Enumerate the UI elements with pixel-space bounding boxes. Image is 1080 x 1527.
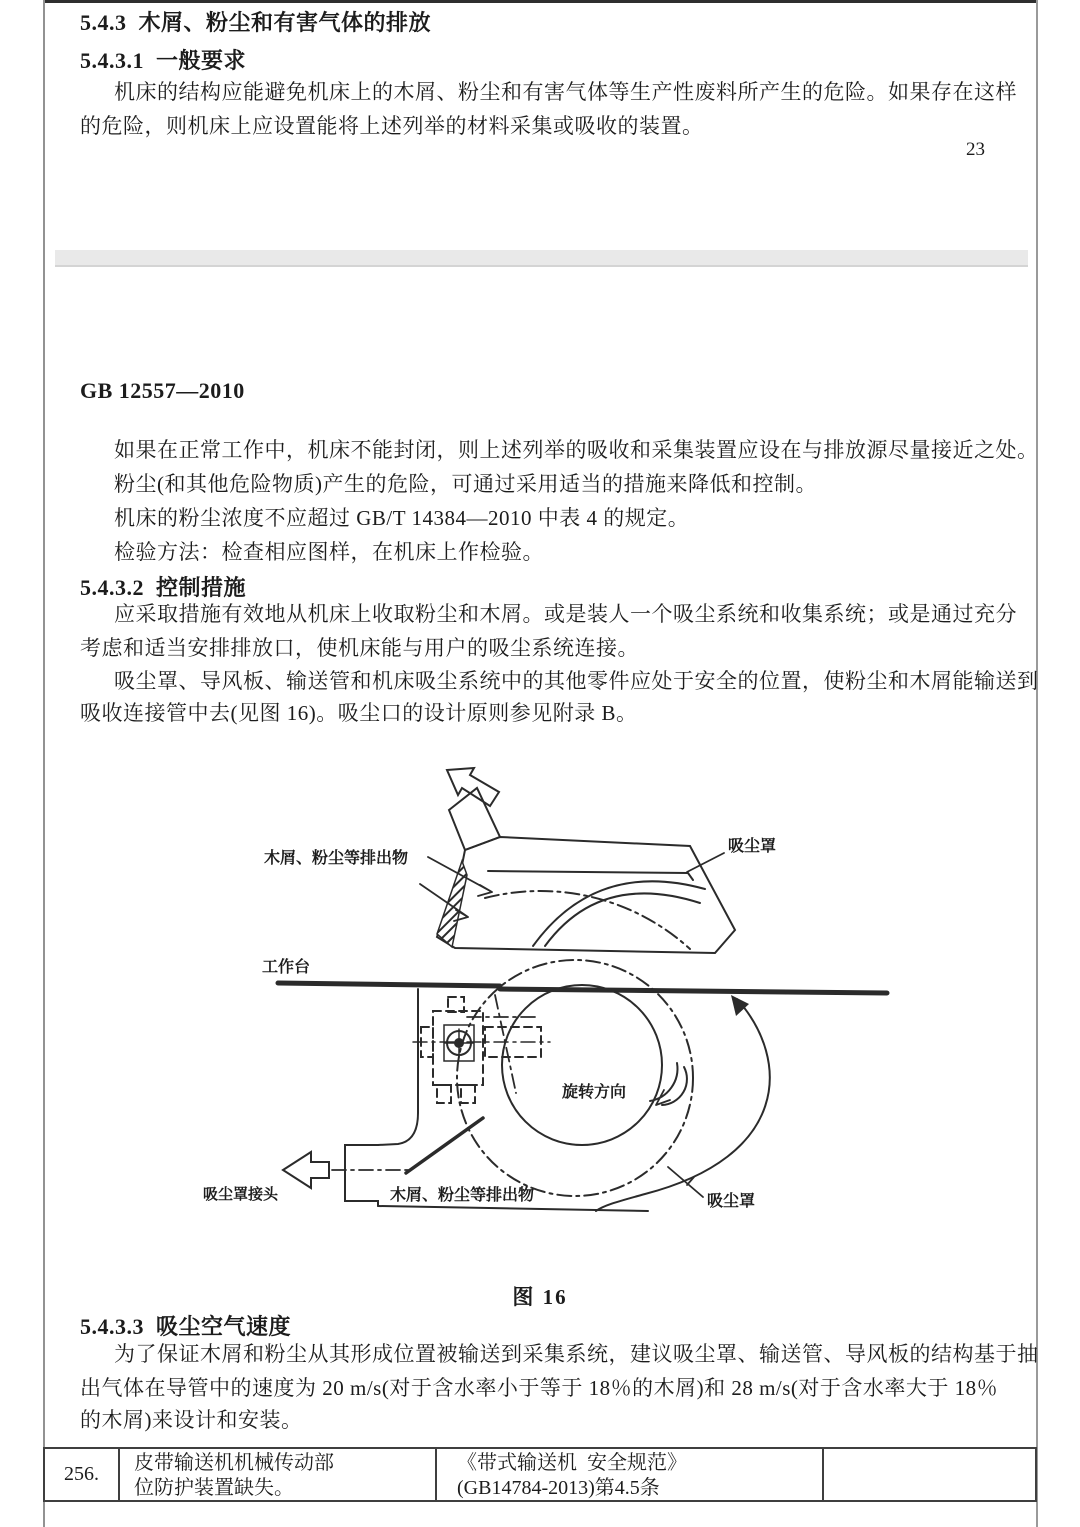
paragraph-line: 机床的结构应能避免机床上的木屑、粉尘和有害气体等生产性废料所产生的危险。如果存在这样 <box>114 80 1017 104</box>
paragraph-line: 吸收连接管中去(见图 16)。吸尘口的设计原则参见附录 B。 <box>80 701 638 725</box>
label-worktable: 工作台 <box>262 959 311 976</box>
paragraph-line: 吸尘罩、导风板、输送管和机床吸尘系统中的其他零件应处于安全的位置，使粉尘和木屑能输送到 <box>114 669 1039 693</box>
leader-line <box>687 853 724 872</box>
paragraph-line: 的危险，则机床上应设置能将上述列举的材料采集或吸收的装置。 <box>80 114 704 138</box>
standard-code: GB 12557—2010 <box>80 378 245 403</box>
label-hood-bottom: 吸尘罩 <box>707 1193 756 1210</box>
arbor-foot-tab <box>461 1085 475 1103</box>
arbor-hub-cross <box>445 1029 473 1057</box>
rotation-arrow <box>662 1067 687 1105</box>
arbor-foot-tab <box>437 1085 451 1103</box>
paragraph-line: 应采取措施有效地从机床上收取粉尘和木屑。或是装人一个吸尘系统和收集系统；或是通过充分 <box>114 602 1017 626</box>
problem-cell <box>120 1449 437 1500</box>
section-heading-5432: 5.4.3.2 控制措施 <box>80 575 247 600</box>
problem-line: 皮带输送机机械传动部 <box>134 1452 334 1474</box>
paragraph-line: 为了保证木屑和粉尘从其形成位置被输送到采集系统，建议吸尘罩、输送管、导风板的结构基于抽 <box>114 1342 1039 1366</box>
section-heading-5431: 5.4.3.1 一般要求 <box>80 48 247 73</box>
worktable-line <box>278 983 500 986</box>
casing-arc-arrowhead <box>731 995 749 1016</box>
figure-16-diagram <box>200 753 910 1278</box>
rotation-arrow <box>650 1063 677 1101</box>
paragraph-line: 粉尘(和其他危险物质)产生的危险，可通过采用适当的措施来降低和控制。 <box>114 472 817 496</box>
machine-body-outline <box>378 989 418 1145</box>
section-heading-5433: 5.4.3.3 吸尘空气速度 <box>80 1314 292 1339</box>
label-chips-bottom: 木屑、粉尘等排出物 <box>390 1187 535 1204</box>
label-rotation: 旋转方向 <box>562 1084 627 1101</box>
saw-blade-circle <box>457 960 693 1196</box>
basis-cell <box>437 1449 824 1500</box>
problem-line: 位防护装置缺失。 <box>134 1477 294 1499</box>
figure-caption: 图 16 <box>512 1285 568 1309</box>
paragraph-line: 考虑和适当安排排放口，使机床能与用户的吸尘系统连接。 <box>80 636 639 660</box>
paragraph-line: 机床的粉尘浓度不应超过 GB/T 14384—2010 中表 4 的规定。 <box>114 506 690 530</box>
hood-inner-wall <box>488 871 693 880</box>
connector-stub <box>345 1145 378 1206</box>
blade-flange-circle <box>502 985 662 1145</box>
arbor-outer-box <box>433 1011 483 1085</box>
leader-line <box>668 1167 703 1197</box>
connector-direction-arrow <box>283 1152 329 1188</box>
blade-max-arc <box>485 891 690 949</box>
paragraph-line: 出气体在导管中的速度为 20 m/s(对于含水率小于等于 18％的木屑)和 28 m/s(对于含水率大于 18％ <box>80 1376 999 1400</box>
paragraph-line: 的木屑)来设计和安装。 <box>80 1408 303 1432</box>
chips-wedge-hatched <box>437 861 467 947</box>
machine-body-bottom <box>378 1206 648 1211</box>
section-heading-543: 5.4.3 木屑、粉尘和有害气体的排放 <box>80 10 432 35</box>
page-number: 23 <box>966 139 985 160</box>
page-border-top <box>43 0 1037 3</box>
label-hood-connector: 吸尘罩接头 <box>203 1187 279 1203</box>
paragraph-line: 如果在正常工作中，机床不能封闭，则上述列举的吸收和采集装置应设在与排放源尽量接近之处。 <box>114 438 1039 462</box>
exhaust-direction-arrow <box>447 768 499 806</box>
basis-line: (GB14784-2013)第4.5条 <box>457 1477 660 1499</box>
basis-line: 《带式输送机 安全规范》 <box>457 1452 687 1474</box>
label-chips-top: 木屑、粉尘等排出物 <box>264 850 409 867</box>
paragraph-line: 检验方法：检查相应图样，在机床上作检验。 <box>114 540 544 564</box>
row-number-cell: 256. <box>45 1449 120 1500</box>
label-hood-top: 吸尘罩 <box>728 838 777 855</box>
empty-cell <box>824 1449 1035 1500</box>
scan-divider-bar <box>55 250 1028 267</box>
checklist-table-row <box>43 1447 1037 1502</box>
arbor-top-tab <box>448 997 464 1012</box>
